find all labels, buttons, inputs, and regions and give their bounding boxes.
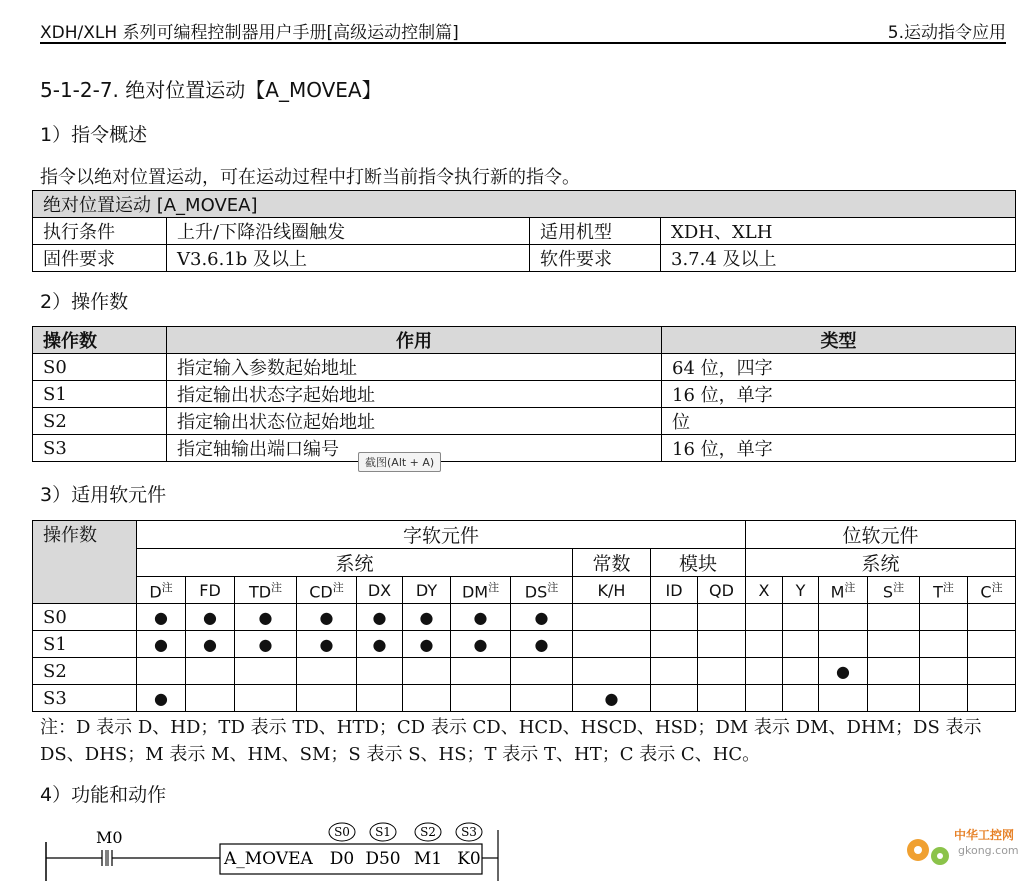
support-cell [968, 631, 1016, 658]
register-header [651, 577, 698, 604]
cell: S1 [33, 381, 167, 408]
support-cell [968, 604, 1016, 631]
support-dot: ● [534, 634, 549, 654]
support-cell [297, 604, 357, 631]
support-cell [235, 604, 297, 631]
register-header [698, 577, 746, 604]
support-dot: ● [372, 607, 387, 627]
operand-tag: S2 [420, 825, 436, 839]
support-cell [746, 631, 783, 658]
bit-group-header: 位软元件 [746, 521, 1016, 549]
operand-label: S1 [33, 631, 137, 658]
operand-group [329, 823, 482, 869]
cell: 上升/下降沿线圈触发 [167, 218, 530, 245]
register-header [451, 577, 511, 604]
register-name: FD [199, 580, 221, 600]
table-row [33, 245, 1016, 272]
register-header [868, 577, 920, 604]
support-cell [698, 631, 746, 658]
support-cell [451, 658, 511, 685]
register-name: T [933, 582, 943, 602]
register-name: DY [415, 580, 438, 600]
support-cell [511, 685, 573, 712]
support-cell [819, 658, 868, 685]
support-cell [819, 631, 868, 658]
register-name: K/H [597, 580, 626, 600]
register-header [403, 577, 451, 604]
s3-title: 3）适用软元件 [40, 484, 167, 506]
support-cell [297, 658, 357, 685]
support-cell [573, 631, 651, 658]
support-cell [357, 685, 403, 712]
cell: 执行条件 [33, 218, 167, 245]
cell: S0 [33, 354, 167, 381]
contact-icon [102, 850, 112, 866]
support-dot: ● [473, 634, 488, 654]
register-name: CD [309, 582, 333, 602]
support-cell [573, 685, 651, 712]
watermark-cn: 中华工控网 [954, 828, 1015, 842]
support-cell [698, 658, 746, 685]
support-cell [511, 658, 573, 685]
cell: 固件要求 [33, 245, 167, 272]
support-dot: ● [473, 607, 488, 627]
support-cell [868, 658, 920, 685]
contact-label: M0 [96, 828, 123, 847]
support-dot: ● [258, 634, 273, 654]
cell: 适用机型 [530, 218, 661, 245]
register-header [235, 577, 297, 604]
device-table [32, 520, 1016, 712]
support-cell [783, 604, 819, 631]
support-cell [235, 685, 297, 712]
note-mark: 注 [161, 580, 173, 594]
support-cell [746, 685, 783, 712]
support-dot: ● [534, 607, 549, 627]
instruction-name: A_MOVEA [224, 849, 313, 869]
operand-label: S3 [33, 685, 137, 712]
support-cell [920, 604, 968, 631]
cell: 16 位，单字 [662, 435, 1016, 462]
cell: S3 [33, 435, 167, 462]
support-cell [920, 658, 968, 685]
cell: 3.7.4 及以上 [661, 245, 1016, 272]
support-cell [651, 685, 698, 712]
register-name: TD [248, 582, 272, 602]
header-right: 5.运动指令应用 [887, 23, 1006, 43]
register-header [137, 577, 186, 604]
support-dot: ● [154, 688, 168, 708]
table-row [33, 685, 1016, 712]
register-name: ID [665, 580, 683, 600]
note-mark: 注 [488, 580, 500, 594]
note-mark: 注 [893, 580, 905, 594]
operand-tag: S0 [334, 825, 350, 839]
support-cell [511, 604, 573, 631]
support-cell [403, 685, 451, 712]
header-left: XDH/XLH 系列可编程控制器用户手册[高级运动控制篇] [40, 23, 459, 43]
support-dot: ● [319, 607, 334, 627]
cell: 指定轴输出端口编号 [167, 435, 662, 462]
note-mark: 注 [942, 580, 954, 594]
operand-header: 操作数 [33, 521, 137, 604]
register-name: X [758, 580, 770, 600]
register-name: S [882, 582, 894, 602]
support-cell [783, 685, 819, 712]
register-header [186, 577, 235, 604]
register-name: D [149, 582, 162, 602]
register-name: DX [367, 580, 392, 600]
support-cell [297, 685, 357, 712]
col-header: 作用 [167, 327, 662, 354]
support-dot: ● [372, 634, 387, 654]
cell: 16 位，单字 [662, 381, 1016, 408]
support-cell [357, 604, 403, 631]
table-row [33, 631, 1016, 658]
support-cell [357, 658, 403, 685]
support-dot: ● [154, 607, 168, 627]
cell: 指定输出状态字起始地址 [167, 381, 662, 408]
operand-table [32, 326, 1016, 462]
register-header-row [33, 577, 1016, 604]
note-mark: 注 [991, 580, 1003, 594]
register-header [783, 577, 819, 604]
col-header: 操作数 [33, 327, 167, 354]
support-cell [451, 604, 511, 631]
register-header [573, 577, 651, 604]
support-cell [819, 685, 868, 712]
operand-label: S0 [33, 604, 137, 631]
note-mark: 注 [271, 580, 283, 594]
register-header [357, 577, 403, 604]
support-cell [573, 604, 651, 631]
watermark [900, 826, 1030, 872]
cell: S2 [33, 408, 167, 435]
support-dot: ● [154, 634, 168, 654]
note-mark: 注 [332, 580, 344, 594]
cell: 64 位，四字 [662, 354, 1016, 381]
support-cell [451, 631, 511, 658]
cell: 指定输出状态位起始地址 [167, 408, 662, 435]
support-cell [511, 631, 573, 658]
support-cell [783, 658, 819, 685]
cell: 位 [662, 408, 1016, 435]
support-cell [746, 604, 783, 631]
word-group-header: 字软元件 [137, 521, 746, 549]
support-cell [868, 631, 920, 658]
watermark-url: gkong.com [958, 844, 1019, 857]
support-dot: ● [319, 634, 334, 654]
ladder-diagram [40, 820, 510, 881]
support-cell [968, 658, 1016, 685]
s1-title: 1）指令概述 [40, 124, 148, 146]
cell: V3.6.1b 及以上 [167, 245, 530, 272]
table-row [33, 408, 1016, 435]
page-header [40, 12, 1006, 44]
s2-title: 2）操作数 [40, 291, 129, 313]
operand-value: D50 [365, 849, 401, 869]
register-name: C [980, 582, 992, 602]
support-dot: ● [604, 688, 619, 708]
support-dot: ● [258, 607, 273, 627]
support-cell [297, 631, 357, 658]
support-dot: ● [203, 607, 217, 627]
support-cell [920, 685, 968, 712]
register-name: M [830, 582, 845, 602]
support-cell [746, 658, 783, 685]
table-row [33, 435, 1016, 462]
support-cell [137, 631, 186, 658]
support-cell [698, 604, 746, 631]
support-dot: ● [419, 634, 434, 654]
register-name: DM [461, 582, 489, 602]
col-header: 类型 [662, 327, 1016, 354]
support-cell [357, 631, 403, 658]
support-cell [403, 658, 451, 685]
note-mark: 注 [844, 580, 856, 594]
register-header [511, 577, 573, 604]
cell: 指定输入参数起始地址 [167, 354, 662, 381]
register-name: DS [524, 582, 548, 602]
device-note: 注：D 表示 D、HD；TD 表示 TD、HTD；CD 表示 CD、HCD、HSCD、HSD；DM 表示 DM、DHM；DS 表示 DS、DHS；M 表示 M、HM、SM；S 表示 S、HS；T 表示 T、HT；C 表示 C、HC。 [40, 717, 982, 765]
register-header [968, 577, 1016, 604]
support-dot: ● [836, 661, 850, 681]
support-cell [451, 685, 511, 712]
support-dot: ● [203, 634, 217, 654]
table-row [33, 354, 1016, 381]
register-header [819, 577, 868, 604]
support-cell [783, 631, 819, 658]
support-cell [868, 604, 920, 631]
overview-caption: 绝对位置运动 [A_MOVEA] [33, 191, 1016, 218]
s1-desc: 指令以绝对位置运动，可在运动过程中打断当前指令执行新的指令。 [40, 167, 580, 188]
s4-title: 4）功能和动作 [40, 784, 167, 806]
note-mark: 注 [547, 580, 559, 594]
support-cell [651, 604, 698, 631]
support-cell [186, 604, 235, 631]
support-cell [235, 658, 297, 685]
operand-value: D0 [329, 849, 355, 869]
support-cell [186, 658, 235, 685]
const-header: 常数 [573, 549, 651, 577]
support-cell [651, 658, 698, 685]
support-cell [235, 631, 297, 658]
table-row [33, 218, 1016, 245]
table-row [33, 381, 1016, 408]
register-header [297, 577, 357, 604]
operand-value: K0 [457, 849, 481, 869]
support-cell [819, 604, 868, 631]
cell: XDH、XLH [661, 218, 1016, 245]
support-cell [968, 685, 1016, 712]
module-header: 模块 [651, 549, 746, 577]
screenshot-tooltip: 截图(Alt + A) [358, 452, 441, 472]
support-cell [137, 658, 186, 685]
support-cell [186, 631, 235, 658]
support-cell [403, 604, 451, 631]
support-cell [868, 685, 920, 712]
table-row [33, 658, 1016, 685]
register-header [920, 577, 968, 604]
support-cell [186, 685, 235, 712]
support-cell [403, 631, 451, 658]
support-cell [573, 658, 651, 685]
operand-tag: S1 [375, 825, 391, 839]
register-header [746, 577, 783, 604]
support-dot: ● [419, 607, 434, 627]
operand-label: S2 [33, 658, 137, 685]
support-cell [698, 685, 746, 712]
support-cell [137, 604, 186, 631]
cell: 软件要求 [530, 245, 661, 272]
overview-table [32, 190, 1016, 272]
operand-value: M1 [413, 849, 443, 869]
support-cell [920, 631, 968, 658]
gear-icon [900, 826, 960, 872]
register-name: Y [795, 580, 806, 600]
support-cell [651, 631, 698, 658]
register-name: QD [709, 580, 734, 600]
system-header: 系统 [137, 549, 573, 577]
section-title: 5-1-2-7. 绝对位置运动【A_MOVEA】 [40, 78, 382, 102]
support-cell [137, 685, 186, 712]
table-row [33, 604, 1016, 631]
operand-tag: S3 [461, 825, 477, 839]
bit-system-header: 系统 [746, 549, 1016, 577]
